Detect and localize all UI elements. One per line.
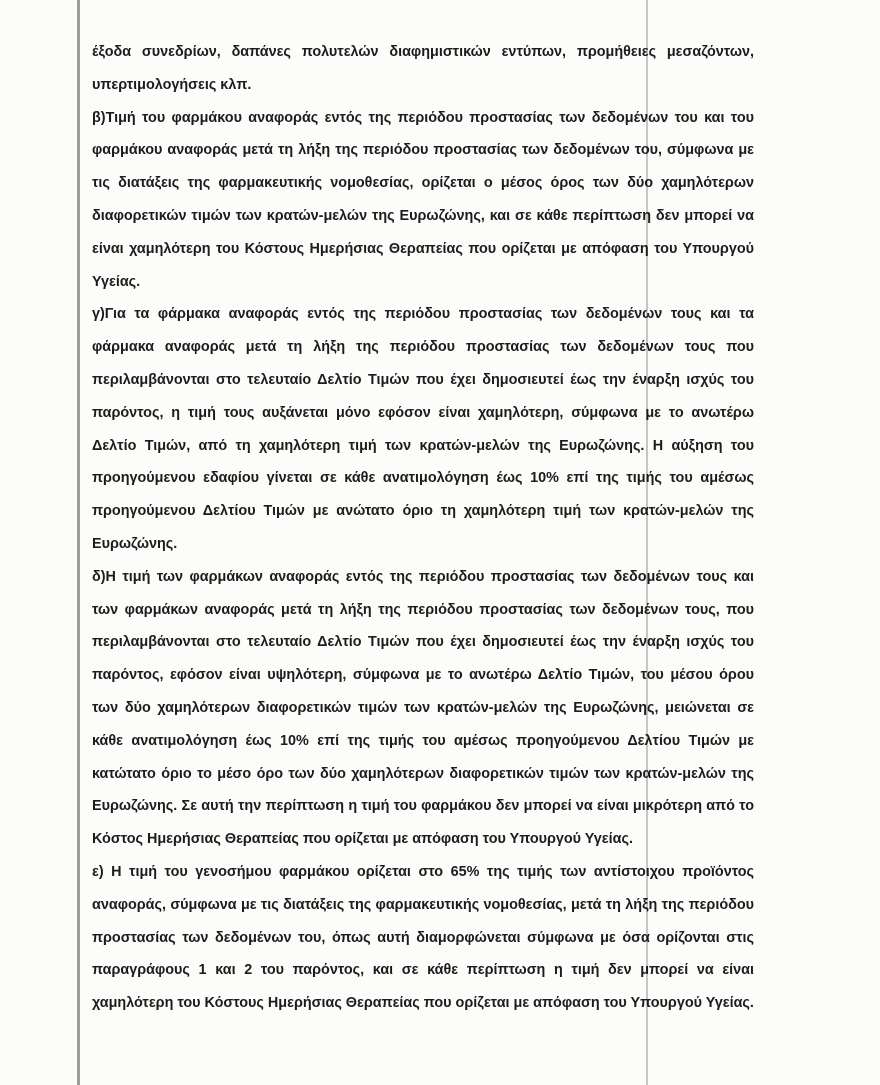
paragraph-e: ε) Η τιμή του γενοσήμου φαρμάκου ορίζεται στο 65% της τιμής των αντίστοιχου προϊόντος αναφοράς, σύμφωνα με τις διατάξεις της φαρμακευτικής νομοθεσίας, μετά τη λήξη της περιόδου προστασίας των δεδομένων του, όπως αυτή διαμορφώνεται σύμφωνα με όσα ορίζονται στις παραγράφους 1 και 2 του παρόντος, και σε κάθε περίπτωση η τιμή δεν μπορεί να είναι χαμηλότερη του Κόστους Ημερήσιας Θεραπείας που ορίζεται με απόφαση του Υπουργού Υγείας. [92,863,754,1012]
document-body [92,36,754,1020]
paragraph-c: γ)Για τα φάρμακα αναφοράς εντός της περιόδου προστασίας των δεδομένων τους και τα φάρμακα αναφοράς μετά τη λήξη της περιόδου προστασίας των δεδομένων τους που περιλαμβάνονται στο τελευταίο Δελτίο Τιμών που έχει δημοσιευτεί έως την έναρξη ισχύς του παρόντος, η τιμή τους αυξάνεται μόνο εφόσον είναι χαμηλότερη, σύμφωνα με το ανωτέρω Δελτίο Τιμών, από τη χαμηλότερη τιμή των κρατών-μελών της Ευρωζώνης. Η αύξηση του προηγούμενου εδαφίου γίνεται σε κάθε ανατιμολόγηση έως 10% επί της τιμής του αμέσως προηγούμενου Δελτίου Τιμών με ανώτατο όριο τη χαμηλότερη τιμή των κρατών-μελών της Ευρωζώνης. [92,306,754,552]
paragraph-continuation: έξοδα συνεδρίων, δαπάνες πολυτελών διαφημιστικών εντύπων, προμήθειες μεσαζόντων, υπερτιμολογήσεις κλπ. [92,44,754,93]
paragraph-d: δ)Η τιμή των φαρμάκων αναφοράς εντός της περιόδου προστασίας των δεδομένων τους και των φαρμάκων αναφοράς μετά τη λήξη της περιόδου προστασίας των δεδομένων τους, που περιλαμβάνονται στο τελευταίο Δελτίο Τιμών που έχει δημοσιευτεί έως την έναρξη ισχύς του παρόντος, εφόσον είναι υψηλότερη, σύμφωνα με το ανωτέρω Δελτίο Τιμών, του μέσου όρου των δύο χαμηλότερων διαφορετικών τιμών των κρατών-μελών της Ευρωζώνης, μειώνεται σε κάθε ανατιμολόγηση έως 10% επί της τιμής του αμέσως προηγούμενου Δελτίου Τιμών με κατώτατο όριο το μέσο όρο των δύο χαμηλότερων διαφορετικών τιμών των κρατών-μελών της Ευρωζώνης. Σε αυτή την περίπτωση η τιμή του φαρμάκου δεν μπορεί να είναι μικρότερη από το Κόστος Ημερήσιας Θεραπείας που ορίζεται με απόφαση του Υπουργού Υγείας. [92,568,754,848]
paragraph-b: β)Τιμή του φαρμάκου αναφοράς εντός της περιόδου προστασίας των δεδομένων του και του φαρμάκου αναφοράς μετά τη λήξη της περιόδου προστασίας των δεδομένων του, σύμφωνα με τις διατάξεις της φαρμακευτικής νομοθεσίας, ορίζεται ο μέσος όρος των δύο χαμηλότερων διαφορετικών τιμών των κρατών-μελών της Ευρωζώνης, και σε κάθε περίπτωση δεν μπορεί να είναι χαμηλότερη του Κόστους Ημερήσιας Θεραπείας που ορίζεται με απόφαση του Υπουργού Υγείας. [92,109,754,290]
scan-fold-line-left [77,0,80,1085]
